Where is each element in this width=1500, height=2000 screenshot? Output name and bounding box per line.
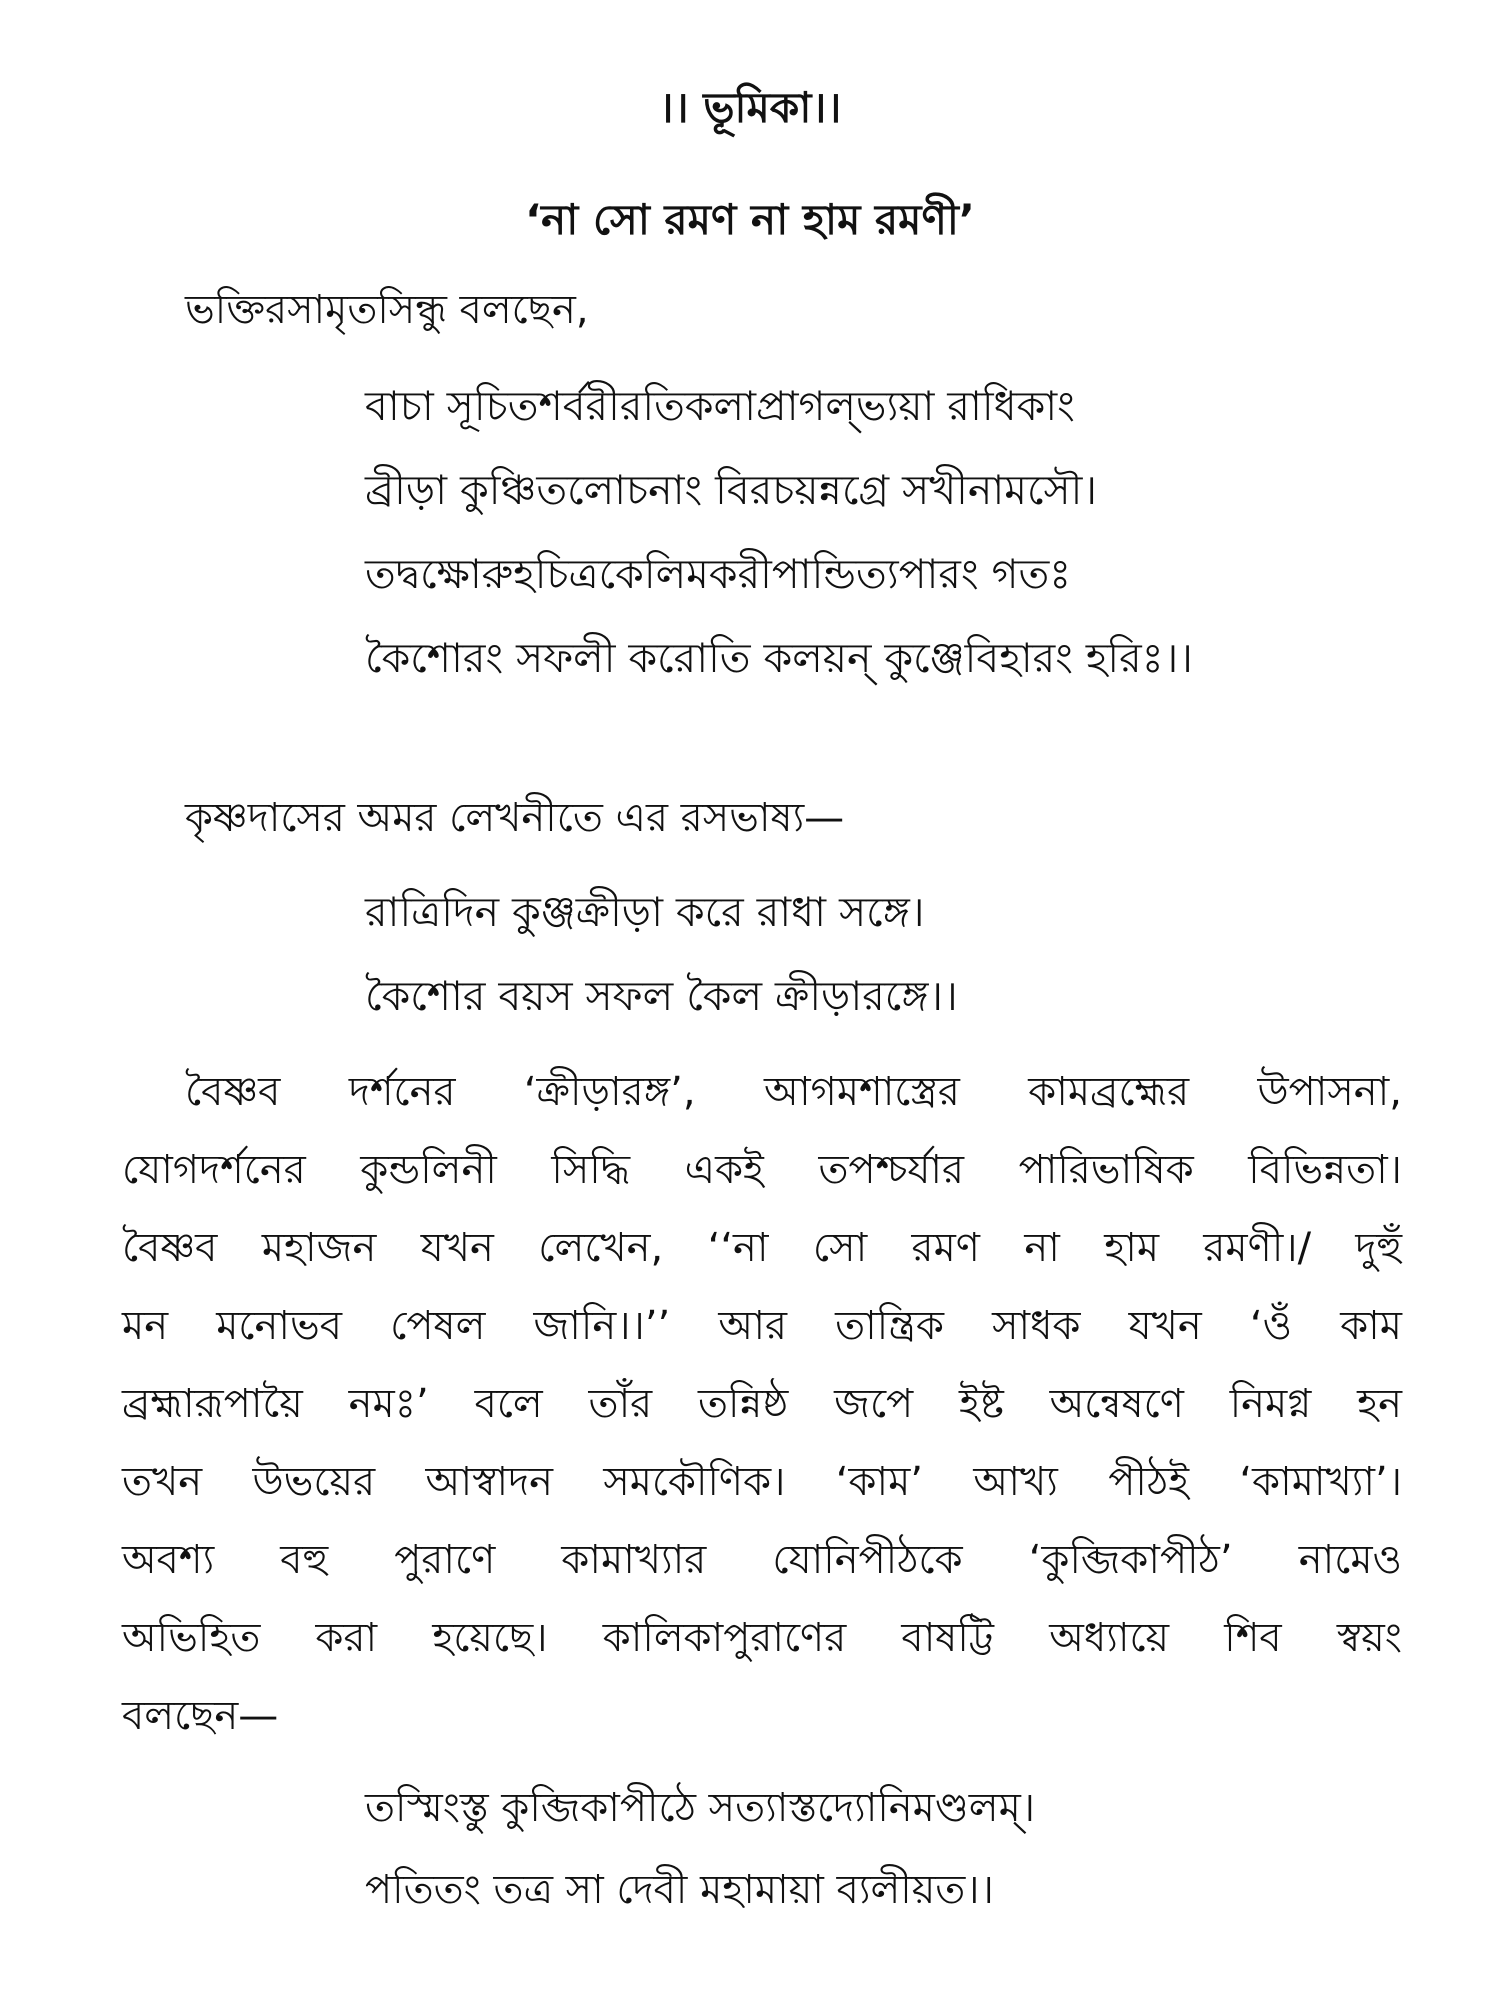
verse-1-line-4: কৈশোরং সফলী করোতি কলয়ন্ কুঞ্জেবিহারং হরিঃ।। bbox=[365, 634, 1193, 682]
paragraph-line-7: অবশ্য বহু পুরাণে কামাখ্যার যোনিপীঠকে ‘কুব্জিকাপীঠ’ নামেও bbox=[122, 1537, 1402, 1583]
page-heading: ।। ভূমিকা।। bbox=[658, 83, 842, 132]
verse-1-line-1: বাচা সূচিতশর্বরীরতিকলাপ্রাগল্‌ভ্যয়া রাধিকাং bbox=[365, 382, 1075, 430]
paragraph-line-9: বলছেন— bbox=[122, 1693, 279, 1739]
verse-3-line-2: পতিতং তত্র সা দেবী মহামায়া ব্যলীয়ত।। bbox=[365, 1867, 994, 1913]
paragraph-line-4: মন মনোভব পেষল জানি।।’’ আর তান্ত্রিক সাধক যখন ‘ওঁ কাম bbox=[122, 1303, 1402, 1349]
paragraph-line-3: বৈষ্ণব মহাজন যখন লেখেন, ‘‘না সো রমণ না হাম রমণী।/ দুহুঁ bbox=[122, 1225, 1402, 1271]
intro-line-2: কৃষ্ণদাসের অমর লেখনীতে এর রসভাষ্য— bbox=[185, 795, 845, 841]
paragraph-line-1: বৈষ্ণব দর্শনের ‘ক্রীড়ারঙ্গ’, আগমশাস্ত্রের কামব্রহ্মের উপাসনা, bbox=[185, 1069, 1402, 1115]
verse-2-line-2: কৈশোর বয়স সফল কৈল ক্রীড়ারঙ্গে।। bbox=[365, 972, 958, 1020]
paragraph-line-5: ব্রহ্মারূপায়ৈ নমঃ’ বলে তাঁর তন্নিষ্ঠ জপে ইষ্ট অন্বেষণে নিমগ্ন হন bbox=[122, 1381, 1402, 1427]
verse-2-line-1: রাত্রিদিন কুঞ্জক্রীড়া করে রাধা সঙ্গে। bbox=[365, 888, 925, 936]
chapter-subtitle: ‘না সো রমণ না হাম রমণী’ bbox=[525, 195, 975, 244]
verse-3-line-1: তস্মিংস্তু কুব্জিকাপীঠে সত্যাস্তদ্যোনিমণ্ডলম্। bbox=[365, 1785, 1036, 1831]
paragraph-line-6: তখন উভয়ের আস্বাদন সমকৌণিক। ‘কাম’ আখ্য পীঠই ‘কামাখ্যা’। bbox=[122, 1459, 1402, 1505]
paragraph-line-2: যোগদর্শনের কুন্ডলিনী সিদ্ধি একই তপশ্চর্যার পারিভাষিক বিভিন্নতা। bbox=[122, 1147, 1402, 1193]
paragraph-line-8: অভিহিত করা হয়েছে। কালিকাপুরাণের বাষট্টি অধ্যায়ে শিব স্বয়ং bbox=[122, 1615, 1402, 1661]
intro-line-1: ভক্তিরসামৃতসিন্ধু বলছেন, bbox=[185, 287, 589, 333]
verse-1-line-2: ব্রীড়া কুঞ্চিতলোচনাং বিরচয়ন্নগ্রে সখীনামসৌ। bbox=[365, 466, 1097, 514]
verse-1-line-3: তদ্বক্ষোরুহচিত্রকেলিমকরীপান্ডিত্যপারং গতঃ bbox=[365, 550, 1072, 598]
